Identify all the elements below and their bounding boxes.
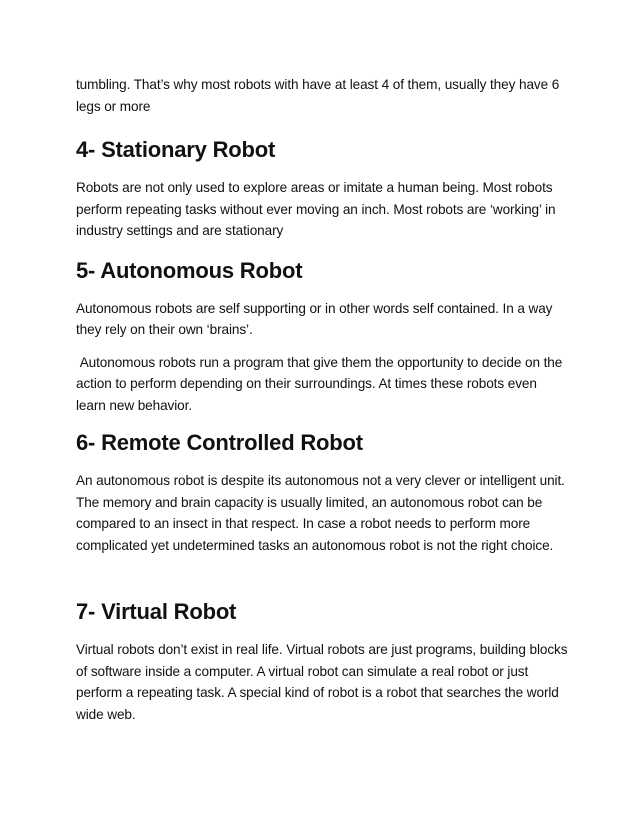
section-autonomous-robot	[76, 256, 568, 417]
heading-autonomous-robot: 5- Autonomous Robot	[76, 257, 303, 283]
autonomous-robot-paragraph-2-text: Autonomous robots run a program that give them the opportunity to decide on the action to perform depending on their surroundings. At times these robots even learn new behavior.	[76, 354, 563, 413]
heading-virtual-robot: 7- Virtual Robot	[76, 599, 237, 624]
intro-paragraph: tumbling. That’s why most robots with have at least 4 of them, usually they have 6 legs or more	[76, 77, 560, 114]
section-virtual-robot	[76, 597, 568, 725]
virtual-robot-paragraph: Virtual robots don’t exist in real life. Virtual robots are just programs, building blocks of software inside a computer. A virtual robot can simulate a real robot or just perform a repeating task. A special kind of robot is a robot that searches the world wide web.	[76, 642, 568, 722]
heading-stationary-robot: 4- Stationary Robot	[76, 137, 276, 162]
autonomous-robot-paragraph-1: Autonomous robots are self supporting or in other words self contained. In a way they rely on their own ‘brains’.	[76, 300, 553, 337]
remote-controlled-robot-paragraph: An autonomous robot is despite its autonomous not a very clever or intelligent unit. The memory and brain capacity is usually limited, an autonomous robot can be compared to an insect in that respect. In case a robot needs to perform more complicated yet undetermined tasks an autonomous robot is not the right choice.	[76, 473, 565, 553]
heading-remote-controlled-robot: 6- Remote Controlled Robot	[76, 430, 363, 455]
autonomous-robot-paragraph-2	[76, 352, 568, 417]
stationary-robot-paragraph: Robots are not only used to explore areas or imitate a human being. Most robots perform repeating tasks without ever moving an inch. Most robots are ‘working’ in industry settings and are stationary	[76, 180, 556, 238]
section-stationary-robot	[76, 135, 568, 242]
section-remote-controlled-robot	[76, 428, 568, 556]
